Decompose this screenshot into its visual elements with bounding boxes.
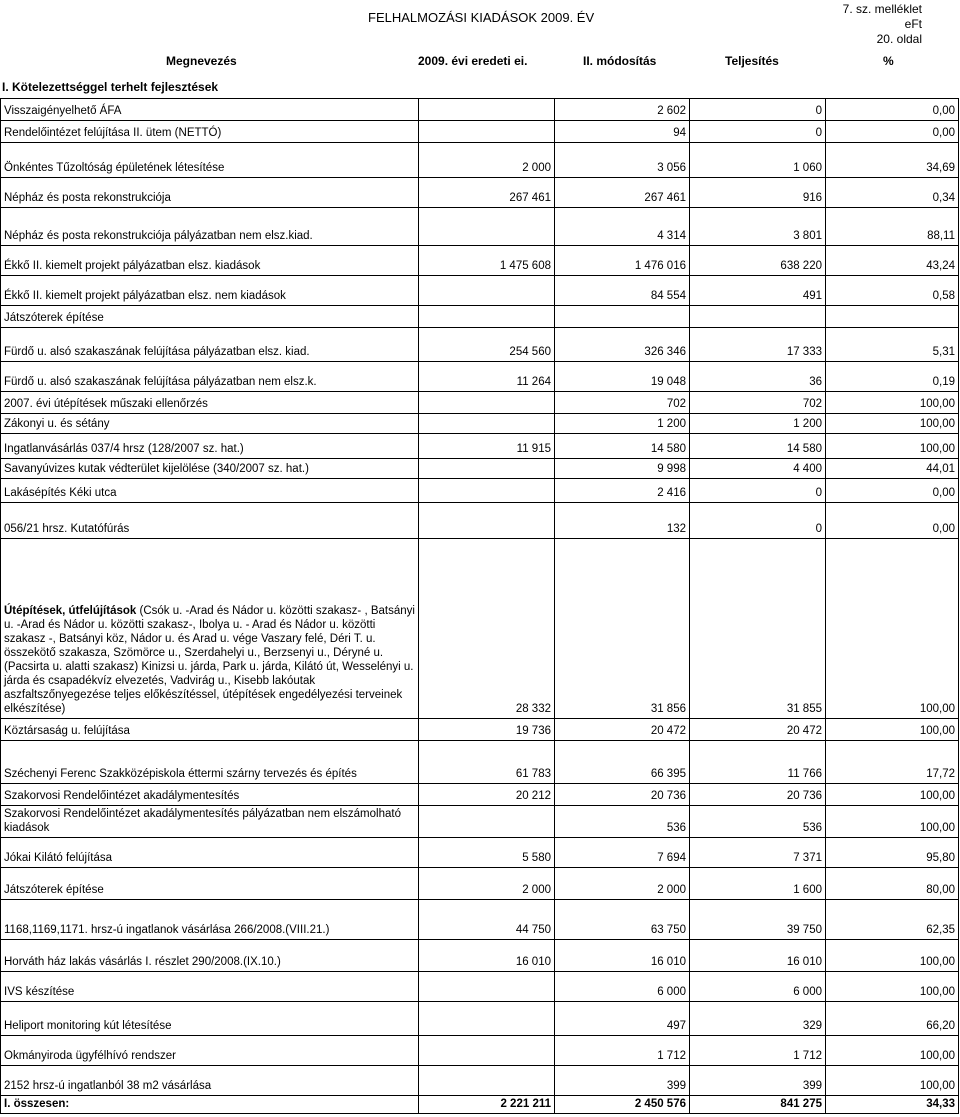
actual-value: 36 <box>690 362 826 392</box>
original-budget-value: 28 332 <box>419 539 555 719</box>
actual-value: 11 766 <box>690 741 826 784</box>
original-budget-value: 20 212 <box>419 784 555 806</box>
table-row <box>1 328 959 362</box>
original-budget-value <box>419 1036 555 1066</box>
actual-value: 14 580 <box>690 434 826 459</box>
original-budget-value <box>419 208 555 246</box>
original-budget-value: 267 461 <box>419 178 555 208</box>
table-row <box>1 838 959 868</box>
table-row <box>1 143 959 178</box>
row-name: 1168,1169,1171. hrsz-ú ingatlanok vásárlása 266/2008.(VIII.21.) <box>1 900 419 940</box>
total-modified: 2 450 576 <box>555 1096 690 1114</box>
modified-budget-value: 3 056 <box>555 143 690 178</box>
original-budget-value <box>419 972 555 1002</box>
modified-budget-value: 536 <box>555 806 690 838</box>
table-row <box>1 972 959 1002</box>
original-budget-value <box>419 99 555 121</box>
actual-value: 536 <box>690 806 826 838</box>
original-budget-value <box>419 1066 555 1096</box>
modified-budget-value: 399 <box>555 1066 690 1096</box>
total-row <box>1 1096 959 1114</box>
original-budget-value <box>419 459 555 479</box>
table-row <box>1 459 959 479</box>
total-actual: 841 275 <box>690 1096 826 1114</box>
actual-value: 399 <box>690 1066 826 1096</box>
total-percent: 34,33 <box>826 1096 959 1114</box>
percent-value: 17,72 <box>826 741 959 784</box>
actual-value: 916 <box>690 178 826 208</box>
actual-value: 329 <box>690 1002 826 1036</box>
modified-budget-value: 132 <box>555 503 690 539</box>
percent-value: 0,00 <box>826 99 959 121</box>
section-title: I. Kötelezettséggel terhelt fejlesztések <box>2 80 219 94</box>
modified-budget-value <box>555 306 690 328</box>
page-number: 20. oldal <box>876 32 922 46</box>
actual-value: 3 801 <box>690 208 826 246</box>
original-budget-value <box>419 414 555 434</box>
percent-value <box>826 306 959 328</box>
actual-value: 39 750 <box>690 900 826 940</box>
modified-budget-value: 702 <box>555 392 690 414</box>
column-header-actual: Teljesítés <box>725 54 779 68</box>
actual-value: 20 472 <box>690 719 826 741</box>
table-row <box>1 392 959 414</box>
table-row <box>1 784 959 806</box>
row-name: Játszóterek építése <box>1 306 419 328</box>
table-row <box>1 121 959 143</box>
table-row <box>1 868 959 900</box>
modified-budget-value: 326 346 <box>555 328 690 362</box>
percent-value: 0,00 <box>826 479 959 503</box>
table-row <box>1 99 959 121</box>
original-budget-value <box>419 503 555 539</box>
table-row <box>1 1036 959 1066</box>
original-budget-value: 61 783 <box>419 741 555 784</box>
original-budget-value <box>419 276 555 306</box>
row-name: Horváth ház lakás vásárlás I. részlet 290/2008.(IX.10.) <box>1 940 419 972</box>
row-name: Szakorvosi Rendelőintézet akadálymentesítés pályázatban nem elszámolható kiadások <box>1 806 419 838</box>
actual-value: 20 736 <box>690 784 826 806</box>
table-row <box>1 208 959 246</box>
row-name: Önkéntes Tűzoltóság épületének létesítése <box>1 143 419 178</box>
original-budget-value: 254 560 <box>419 328 555 362</box>
percent-value: 0,58 <box>826 276 959 306</box>
actual-value: 1 060 <box>690 143 826 178</box>
row-name: Népház és posta rekonstrukciója <box>1 178 419 208</box>
actual-value: 0 <box>690 99 826 121</box>
percent-value: 0,34 <box>826 178 959 208</box>
modified-budget-value: 2 416 <box>555 479 690 503</box>
original-budget-value: 2 000 <box>419 143 555 178</box>
modified-budget-value: 63 750 <box>555 900 690 940</box>
percent-value: 88,11 <box>826 208 959 246</box>
modified-budget-value: 2 602 <box>555 99 690 121</box>
modified-budget-value: 267 461 <box>555 178 690 208</box>
modified-budget-value: 4 314 <box>555 208 690 246</box>
column-header-original: 2009. évi eredeti ei. <box>418 54 528 68</box>
table-row <box>1 246 959 276</box>
table-row <box>1 306 959 328</box>
row-name: Zákonyi u. és sétány <box>1 414 419 434</box>
column-header-percent: % <box>883 54 894 68</box>
table-row <box>1 719 959 741</box>
table-row <box>1 1002 959 1036</box>
actual-value: 17 333 <box>690 328 826 362</box>
row-name: Heliport monitoring kút létesítése <box>1 1002 419 1036</box>
percent-value: 0,00 <box>826 503 959 539</box>
actual-value: 491 <box>690 276 826 306</box>
row-name: 2152 hrsz-ú ingatlanból 38 m2 vásárlása <box>1 1066 419 1096</box>
table-row <box>1 806 959 838</box>
modified-budget-value: 20 472 <box>555 719 690 741</box>
row-name: Lakásépítés Kéki utca <box>1 479 419 503</box>
modified-budget-value: 94 <box>555 121 690 143</box>
modified-budget-value: 16 010 <box>555 940 690 972</box>
row-name: Széchenyi Ferenc Szakközépiskola éttermi szárny tervezés és építés <box>1 741 419 784</box>
row-name: 056/21 hrsz. Kutatófúrás <box>1 503 419 539</box>
original-budget-value <box>419 806 555 838</box>
original-budget-value <box>419 392 555 414</box>
row-name: Szakorvosi Rendelőintézet akadálymentesítés <box>1 784 419 806</box>
percent-value: 95,80 <box>826 838 959 868</box>
modified-budget-value: 1 712 <box>555 1036 690 1066</box>
expenditure-table <box>0 98 959 1114</box>
annex-number: 7. sz. melléklet <box>842 2 922 16</box>
original-budget-value: 11 915 <box>419 434 555 459</box>
actual-value: 0 <box>690 479 826 503</box>
original-budget-value: 11 264 <box>419 362 555 392</box>
modified-budget-value: 9 998 <box>555 459 690 479</box>
modified-budget-value: 20 736 <box>555 784 690 806</box>
table-row <box>1 503 959 539</box>
percent-value: 44,01 <box>826 459 959 479</box>
modified-budget-value: 66 395 <box>555 741 690 784</box>
percent-value: 34,69 <box>826 143 959 178</box>
row-name: Fürdő u. alsó szakaszának felújítása pályázatban elsz. kiad. <box>1 328 419 362</box>
table-row <box>1 276 959 306</box>
percent-value: 100,00 <box>826 940 959 972</box>
original-budget-value <box>419 121 555 143</box>
row-name: Ékkő II. kiemelt projekt pályázatban elsz. kiadások <box>1 246 419 276</box>
percent-value: 43,24 <box>826 246 959 276</box>
modified-budget-value: 84 554 <box>555 276 690 306</box>
column-header-name: Megnevezés <box>166 54 237 68</box>
percent-value: 100,00 <box>826 414 959 434</box>
percent-value: 62,35 <box>826 900 959 940</box>
actual-value: 702 <box>690 392 826 414</box>
table-row <box>1 414 959 434</box>
percent-value: 100,00 <box>826 392 959 414</box>
percent-value: 100,00 <box>826 434 959 459</box>
modified-budget-value: 6 000 <box>555 972 690 1002</box>
modified-budget-value: 31 856 <box>555 539 690 719</box>
row-name-bold: Útépítések, útfelújítások <box>4 605 137 617</box>
document-title: FELHALMOZÁSI KIADÁSOK 2009. ÉV <box>368 10 595 25</box>
table-row <box>1 741 959 784</box>
percent-value: 100,00 <box>826 972 959 1002</box>
unit-label: eFt <box>904 17 922 31</box>
percent-value: 5,31 <box>826 328 959 362</box>
percent-value: 0,19 <box>826 362 959 392</box>
original-budget-value <box>419 479 555 503</box>
row-name: Népház és posta rekonstrukciója pályázatban nem elsz.kiad. <box>1 208 419 246</box>
total-label: I. összesen: <box>1 1096 419 1114</box>
row-name: Fürdő u. alsó szakaszának felújítása pályázatban nem elsz.k. <box>1 362 419 392</box>
original-budget-value <box>419 1002 555 1036</box>
actual-value: 7 371 <box>690 838 826 868</box>
modified-budget-value: 497 <box>555 1002 690 1036</box>
table-row <box>1 479 959 503</box>
actual-value: 0 <box>690 121 826 143</box>
percent-value: 100,00 <box>826 539 959 719</box>
percent-value: 80,00 <box>826 868 959 900</box>
actual-value: 638 220 <box>690 246 826 276</box>
modified-budget-value: 7 694 <box>555 838 690 868</box>
actual-value <box>690 306 826 328</box>
table-row <box>1 178 959 208</box>
table-row <box>1 362 959 392</box>
actual-value: 4 400 <box>690 459 826 479</box>
total-original: 2 221 211 <box>419 1096 555 1114</box>
original-budget-value: 44 750 <box>419 900 555 940</box>
row-name: Köztársaság u. felújítása <box>1 719 419 741</box>
row-name: Okmányiroda ügyfélhívó rendszer <box>1 1036 419 1066</box>
percent-value: 66,20 <box>826 1002 959 1036</box>
actual-value: 16 010 <box>690 940 826 972</box>
row-name: Ingatlanvásárlás 037/4 hrsz (128/2007 sz. hat.) <box>1 434 419 459</box>
table-row <box>1 940 959 972</box>
row-name <box>1 539 419 719</box>
row-name: Ékkő II. kiemelt projekt pályázatban elsz. nem kiadások <box>1 276 419 306</box>
percent-value: 100,00 <box>826 1066 959 1096</box>
table-row <box>1 1066 959 1096</box>
column-header-modified: II. módosítás <box>583 54 657 68</box>
table-row <box>1 900 959 940</box>
modified-budget-value: 2 000 <box>555 868 690 900</box>
original-budget-value <box>419 306 555 328</box>
row-name: Visszaigényelhető ÁFA <box>1 99 419 121</box>
modified-budget-value: 1 476 016 <box>555 246 690 276</box>
table-row <box>1 434 959 459</box>
actual-value: 31 855 <box>690 539 826 719</box>
actual-value: 1 600 <box>690 868 826 900</box>
table-row <box>1 539 959 719</box>
original-budget-value: 1 475 608 <box>419 246 555 276</box>
original-budget-value: 19 736 <box>419 719 555 741</box>
row-name: 2007. évi útépítések műszaki ellenőrzés <box>1 392 419 414</box>
percent-value: 100,00 <box>826 784 959 806</box>
modified-budget-value: 19 048 <box>555 362 690 392</box>
row-name: Savanyúvizes kutak védterület kijelölése (340/2007 sz. hat.) <box>1 459 419 479</box>
modified-budget-value: 1 200 <box>555 414 690 434</box>
row-name: Játszóterek építése <box>1 868 419 900</box>
row-name-rest: (Csók u. -Arad és Nádor u. közötti szakasz- , Batsányi u. -Arad és Nádor u. közötti szakasz-, Ibolya u. - Arad és Nádor u. közötti szakasz -, Batsányi köz, Nádor u. és Arad u. vége Vaszary felé, Déri T. u. összekötő szakasza, Szömörce u., Szerdahelyi u., Berzsenyi u., Déryné u. (Pacsirta u. alatti szakasz) Kinizsi u. járda, Park u. járda, Kilátó út, Wesselényi u. járda és csapadékvíz elvezetés, Vadvirág u., Kisebb lakóutak aszfaltszőnyegezése teljes előkészítéssel, útépítések engedélyezési terveinek elkészítése) <box>4 605 415 715</box>
row-name: Jókai Kilátó felújítása <box>1 838 419 868</box>
original-budget-value: 16 010 <box>419 940 555 972</box>
percent-value: 0,00 <box>826 121 959 143</box>
row-name: Rendelőintézet felújítása II. ütem (NETTÓ) <box>1 121 419 143</box>
actual-value: 1 200 <box>690 414 826 434</box>
percent-value: 100,00 <box>826 719 959 741</box>
actual-value: 1 712 <box>690 1036 826 1066</box>
original-budget-value: 2 000 <box>419 868 555 900</box>
row-name: IVS készítése <box>1 972 419 1002</box>
percent-value: 100,00 <box>826 806 959 838</box>
modified-budget-value: 14 580 <box>555 434 690 459</box>
percent-value: 100,00 <box>826 1036 959 1066</box>
original-budget-value: 5 580 <box>419 838 555 868</box>
actual-value: 6 000 <box>690 972 826 1002</box>
actual-value: 0 <box>690 503 826 539</box>
